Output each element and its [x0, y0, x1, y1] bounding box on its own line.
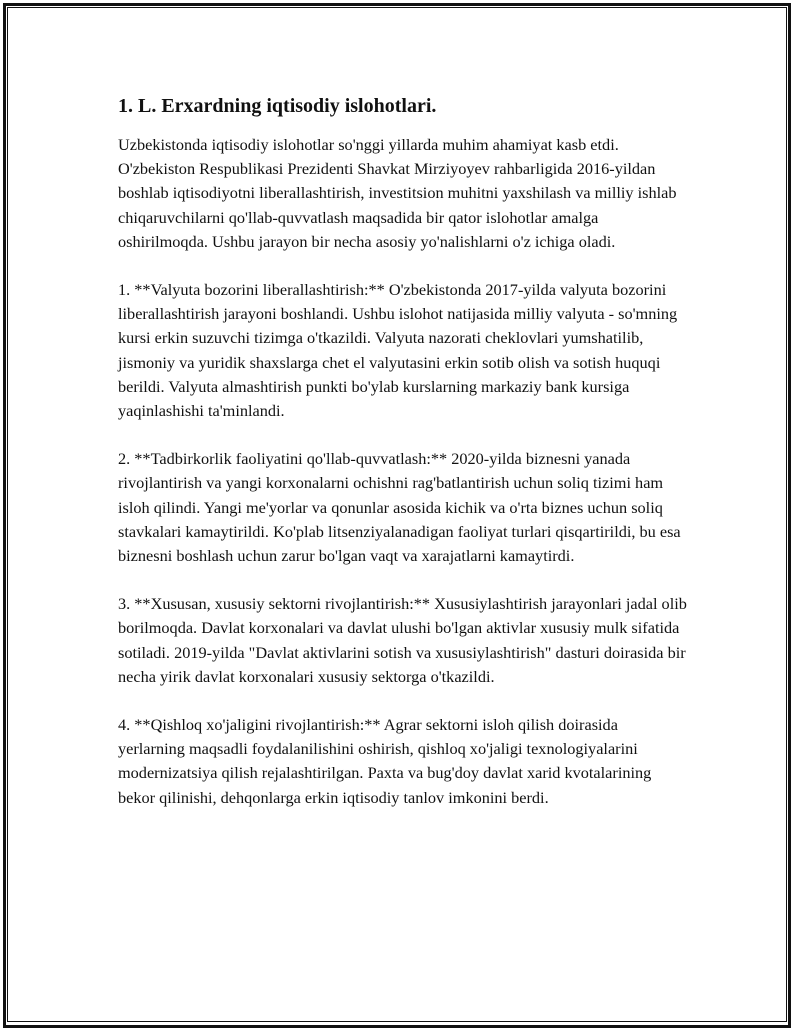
section-private-sector: 3. **Xususan, xususiy sektorni rivojlantirish:** Xususiylashtirish jarayonlari jadal olib borilmoqda. Davlat korxonalari va davlat ulushi bo'lgan aktivlar xususiy mulk sifatida sotiladi. 2019-yilda "Davlat aktivlarini sotish va xususiylashtirish" dasturi doirasida bir necha yirik davlat korxonalari xususiy sektorga o'tkazildi. [118, 594, 687, 686]
section-currency-liberalization: 1. **Valyuta bozorini liberallashtirish:** O'zbekistonda 2017-yilda valyuta bozorini liberallashtirish jarayoni boshlandi. Ushbu islohot natijasida milliy valyuta - so'mning kursi erkin suzuvchi tizimga o'tkazildi. Valyuta nazorati cheklovlari yumshatilib, jismoniy va yuridik shaxslarga chet el valyutasini erkin sotib olish va sotish huquqi berildi. Valyuta almashtirish punkti bo'ylab kurslarning markaziy bank kursiga yaqinlashishi ta'minlandi. [118, 280, 678, 421]
document-title: 1. L. Erxardning iqtisodiy islohotlari. [118, 95, 437, 117]
intro-paragraph: Uzbekistonda iqtisodiy islohotlar so'nggi yillarda muhim ahamiyat kasb etdi. O'zbekiston Respublikasi Prezidenti Shavkat Mirziyoyev rahbarligida 2016-yildan boshlab iqtisodiyotni liberallashtirish, investitsion muhitni yaxshilash va milliy ishlab chiqaruvchilarni qo'llab-quvvatlash maqsadida bir qator islohotlar amalga oshirilmoqda. Ushbu jarayon bir necha asosiy yo'nalishlarni o'z ichiga oladi. [118, 135, 677, 251]
section-business-support: 2. **Tadbirkorlik faoliyatini qo'llab-quvvatlash:** 2020-yilda biznesni yanada rivojlantirish va yangi korxonalarni ochishni rag'batlantirish uchun soliq tizimi ham isloh qilindi. Yangi me'yorlar va qonunlar asosida kichik va o'rta biznes uchun soliq stavkalari kamaytirildi. Ko'plab litsenziyalanadigan faoliyat turlari qisqartirildi, bu esa biznesni boshlash uchun zarur bo'lgan vaqt va xarajatlarni kamaytirdi. [118, 449, 681, 566]
document-body [118, 93, 688, 834]
section-agriculture: 4. **Qishloq xo'jaligini rivojlantirish:** Agrar sektorni isloh qilish doirasida yerlarning maqsadli foydalanilishini oshirish, qishloq xo'jaligi texnologiyalarini modernizatsiya qilish rejalashtirilgan. Paxta va bug'doy davlat xarid kvotalarining bekor qilinishi, dehqonlarga erkin iqtisodiy tanlov imkonini berdi. [118, 715, 652, 807]
